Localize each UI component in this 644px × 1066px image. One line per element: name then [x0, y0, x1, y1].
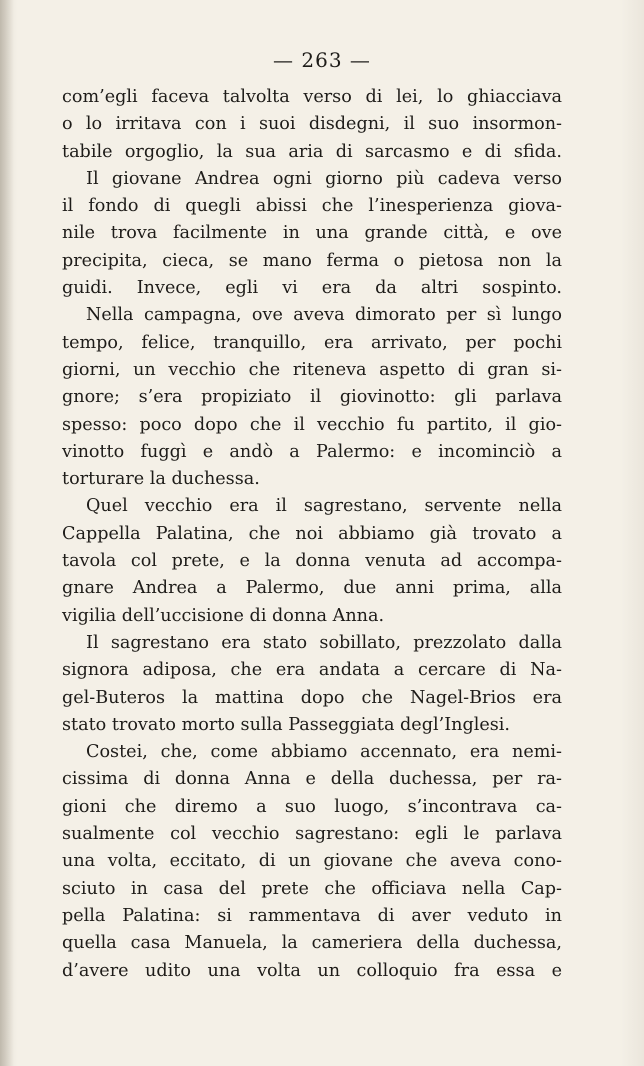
text-line: una volta, eccitato, di un giovane che aveva cono- [62, 851, 562, 872]
text-line: stato trovato morto sulla Passeggiata degl’Inglesi. [62, 714, 511, 735]
text-line: o lo irritava con i suoi disdegni, il suo insormon- [62, 114, 562, 135]
text-line: nile trova facilmente in una grande città, e ove [62, 223, 562, 244]
text-line: cissima di donna Anna e della duchessa, per ra- [62, 769, 562, 790]
text-line: Il sagrestano era stato sobillato, prezzolato dalla [86, 632, 562, 653]
text-line: Quel vecchio era il sagrestano, servente nella [86, 496, 562, 517]
page-gutter-shadow [0, 0, 14, 1066]
text-line: tabile orgoglio, la sua aria di sarcasmo e di sfida. [62, 141, 562, 162]
text-line: il fondo di quegli abissi che l’inesperienza giova- [62, 196, 562, 217]
text-line: Il giovane Andrea ogni giorno più cadeva verso [86, 168, 562, 189]
body-text [62, 84, 562, 985]
text-line: sciuto in casa del prete che officiava nella Cap- [62, 878, 562, 899]
text-line: gnare Andrea a Palermo, due anni prima, alla [62, 578, 562, 599]
text-line: spesso: poco dopo che il vecchio fu partito, il gio- [62, 414, 562, 435]
text-line: pella Palatina: si rammentava di aver veduto in [62, 905, 562, 926]
text-line: Costei, che, come abbiamo accennato, era nemi- [86, 742, 562, 763]
text-line: vigilia dell’uccisione di donna Anna. [62, 605, 385, 626]
page-number: — 263 — [273, 48, 371, 72]
text-line: vinotto fuggì e andò a Palermo: e incominciò a [62, 441, 562, 462]
text-line: guidi. Invece, egli vi era da altri sospinto. [62, 278, 562, 299]
text-line: precipita, cieca, se mano ferma o pietosa non la [62, 250, 562, 271]
text-line: com’egli faceva talvolta verso di lei, lo ghiacciava [62, 87, 562, 107]
text-line: tempo, felice, tranquillo, era arrivato, per pochi [62, 332, 562, 353]
text-line: tavola col prete, e la donna venuta ad accompa- [62, 551, 562, 572]
text-line: sualmente col vecchio sagrestano: egli le parlava [62, 824, 562, 845]
text-line: d’avere udito una volta un colloquio fra essa e [62, 960, 562, 981]
text-line: torturare la duchessa. [62, 469, 260, 490]
text-line: quella casa Manuela, la cameriera della duchessa, [62, 933, 562, 954]
text-line: Nella campagna, ove aveva dimorato per sì lungo [86, 305, 562, 326]
text-line: gel-Buteros la mattina dopo che Nagel-Brios era [62, 687, 562, 708]
text-line: gioni che diremo a suo luogo, s’incontrava ca- [62, 796, 562, 817]
text-line: signora adiposa, che era andata a cercare di Na- [62, 660, 562, 681]
text-line: giorni, un vecchio che riteneva aspetto di gran si- [62, 359, 562, 380]
text-line: Cappella Palatina, che noi abbiamo già trovato a [62, 523, 562, 544]
text-line: gnore; s’era propiziato il giovinotto: gli parlava [62, 387, 562, 408]
